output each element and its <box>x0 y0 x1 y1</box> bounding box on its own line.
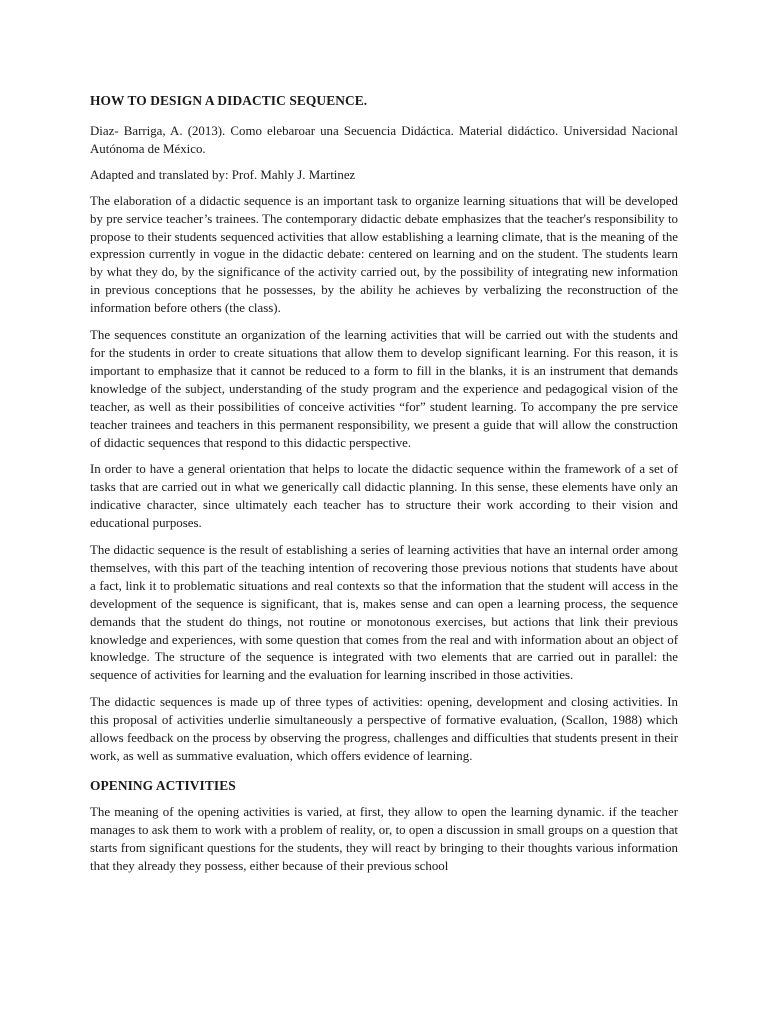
translator-credit: Adapted and translated by: Prof. Mahly J. Martinez <box>90 167 356 182</box>
paragraph-types: The didactic sequences is made up of three types of activities: opening, development and closing activities. In this proposal of activities underlie simultaneously a perspective of formative evaluation, (Scallon, 1988) which allows feedback on the process by observing the progress, challenges and difficulties that students present in their work, as well as summative evaluation, which offers evidence of learning. <box>90 695 678 763</box>
citation: Diaz- Barriga, A. (2013). Como elebaroar una Secuencia Didáctica. Material didáctico. Universidad Nacional Autónoma de México. <box>90 124 678 156</box>
document-page <box>90 84 678 885</box>
paragraph-sequences: The sequences constitute an organization of the learning activities that will be carried out with the students and for the students in order to create situations that allow them to develop significant learning. For this reason, it is important to emphasize that it cannot be reduced to a form to fill in the blanks, it is an instrument that demands knowledge of the subject, understanding of the study program and the experience and pedagogical vision of the teacher, as well as their possibilities of conceive activities “for” student learning. To accompany the pre service teacher trainees and teachers in this permanent responsibility, we present a guide that will allow the construction of didactic sequences that respond to this didactic perspective. <box>90 328 678 450</box>
paragraph-result: The didactic sequence is the result of establishing a series of learning activities that have an internal order among themselves, with this part of the teaching intention of recovering those previous notions that students have about a fact, link it to problematic situations and real contexts so that the information that the student will access in the development of the sequence is significant, that is, makes sense and can open a learning process, the sequence demands that the student do things, not routine or monotonous exercises, but actions that link their previous knowledge and experiences, with some question that comes from the real and with information about an object of knowledge. The structure of the sequence is integrated with two elements that are carried out in parallel: the sequence of activities for learning and the evaluation for learning inscribed in those activities. <box>90 543 678 683</box>
paragraph-orientation: In order to have a general orientation that helps to locate the didactic sequence within the framework of a set of tasks that are carried out in what we generically call didactic planning. In this sense, these elements have only an indicative character, since ultimately each teacher has to structure their work according to their vision and educational purposes. <box>90 462 678 531</box>
paragraph-opening: The meaning of the opening activities is varied, at first, they allow to open the learning dynamic. if the teacher manages to ask them to work with a problem of reality, or, to open a discussion in small groups on a question that starts from significant questions for the students, they will react by bringing to their thoughts various information that they already they possess, either because of their previous school <box>90 804 678 873</box>
section-heading-opening: OPENING ACTIVITIES <box>90 777 236 793</box>
document-title: HOW TO DESIGN A DIDACTIC SEQUENCE. <box>90 93 368 108</box>
paragraph-intro: The elaboration of a didactic sequence is an important task to organize learning situations that will be developed by pre service teacher’s trainees. The contemporary didactic debate emphasizes that the teacher's responsibility to propose to their students sequenced activities that allow establishing a learning climate, that is the meaning of the expression currently in vogue in the didactic debate: centered on learning and on the student. The students learn by what they do, by the significance of the activity carried out, by the possibility of integrating new information in previous conceptions that he possesses, by the ability he achieves by verbalizing the reconstruction of the information before others (the class). <box>90 193 678 316</box>
